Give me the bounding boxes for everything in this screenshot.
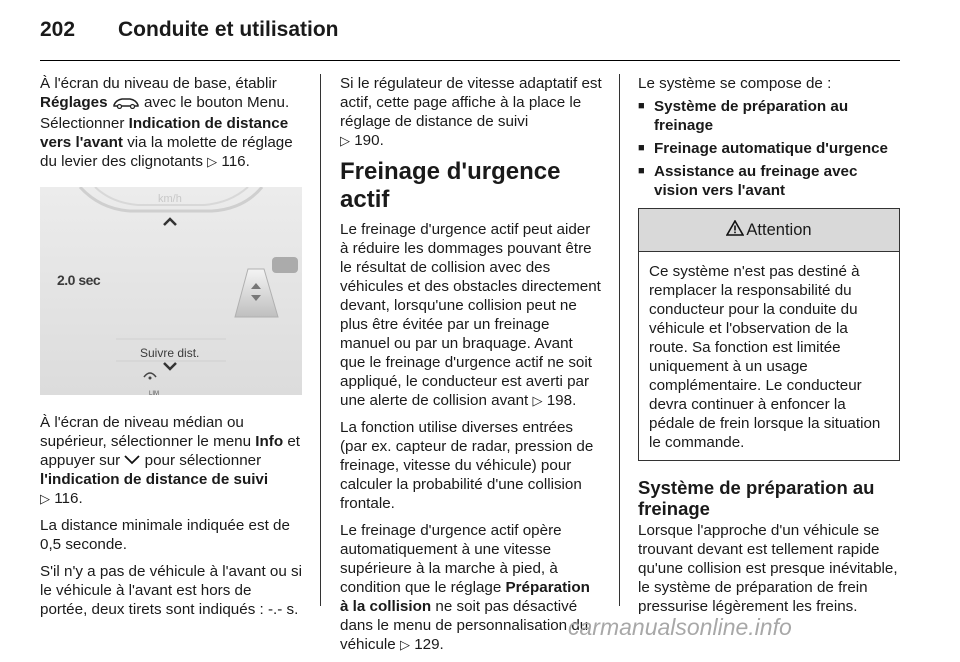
paragraph: La fonction utilise diverses entrées (par ex. capteur de radar, pression de freinage, vitesse du véhicule) pour calculer la probabilité d'une collision frontale. bbox=[340, 419, 594, 512]
page-ref: 116 bbox=[54, 490, 79, 507]
warning-body: Ce système n'est pas destiné à remplacer la responsabilité du conducteur pour la conduite du véhicule et l'observation de la route. Sa fonction est limitée uniquement à un usage complémentaire. Le conducteur devra continuer à enfoncer la pédale de frein lorsque la situation le commande. bbox=[649, 263, 881, 451]
paragraph: La distance minimale indiquée est de 0,5 seconde. bbox=[40, 517, 290, 553]
paragraph: Si le régulateur de vitesse adaptatif est actif, cette page affiche à la place le réglage de distance de suivi ▷ 190. bbox=[340, 75, 602, 149]
limiter-label: LIM bbox=[149, 391, 160, 395]
speed-unit-label: km/h bbox=[158, 193, 182, 205]
column-divider bbox=[619, 74, 620, 606]
paragraph: Le système se compose de : bbox=[638, 75, 832, 92]
follow-distance-label: Suivre dist. bbox=[140, 346, 200, 360]
page-ref-arrow-icon: ▷ bbox=[532, 393, 543, 408]
page-ref-arrow-icon: ▷ bbox=[207, 154, 218, 169]
column-3 bbox=[638, 74, 900, 624]
list-item: ■ Freinage automatique d'urgence bbox=[638, 139, 900, 158]
column-divider bbox=[320, 74, 321, 606]
page-header bbox=[40, 18, 900, 54]
menu-term: Préparation à la collision bbox=[340, 579, 590, 615]
paragraph: Lorsque l'approche d'un véhicule se trouvant devant est tellement rapide qu'une collision est presque inévitable, le système de préparation de frein pressurise légèrement les freins. bbox=[638, 522, 898, 615]
paragraph: S'il n'y a pas de véhicule à l'avant ou si le véhicule à l'avant est hors de portée, deux tirets sont indiqués : -.- s. bbox=[40, 563, 302, 618]
menu-term: l'indication de distance de suivi bbox=[40, 471, 269, 488]
page-ref: 129 bbox=[414, 636, 440, 653]
menu-term: Indication de distance vers l'avant bbox=[40, 115, 289, 151]
warning-box bbox=[638, 208, 900, 461]
menu-term: Info bbox=[255, 433, 284, 450]
paragraph: À l'écran de niveau médian ou supérieur, sélectionner le menu Info et appuyer sur pour sélectionner l'indication de distance de suivi ▷ 116. bbox=[40, 414, 301, 507]
list-item: ■ Assistance au freinage avec vision vers l'avant bbox=[638, 162, 900, 200]
page-number: 202 bbox=[40, 18, 76, 41]
menu-term: Réglages bbox=[40, 94, 108, 111]
page-ref: 116 bbox=[221, 153, 246, 170]
column-1 bbox=[40, 74, 302, 627]
header-rule bbox=[40, 60, 900, 61]
page-ref-arrow-icon: ▷ bbox=[399, 637, 410, 652]
list-item: ■ Système de préparation au freinage bbox=[638, 97, 900, 135]
paragraph: À l'écran du niveau de base, établir Réglages avec le bouton Menu. Sélectionner Indication de distance vers l'avant via la molette de réglage du levier des clignotants ▷ 116. bbox=[40, 75, 293, 170]
page-ref-arrow-icon: ▷ bbox=[340, 133, 350, 148]
warning-triangle-icon bbox=[726, 220, 744, 241]
system-list bbox=[638, 97, 900, 200]
chapter-title: Conduite et utilisation bbox=[118, 18, 339, 41]
paragraph: Le freinage d'urgence actif peut aider à réduire les dommages pouvant être le résultat de collision avec des véhicules et des obstacles directement devant, lorsqu'une collision peut ne plus être évitée par un freinage manuel ou par un braquage. Avant que le freinage d'urgence actif ne soit appliqué, le conducteur est averti par une alerte de collision avant ▷ 198. bbox=[340, 221, 601, 409]
instrument-display-image bbox=[40, 187, 302, 395]
column-2 bbox=[340, 74, 602, 662]
warning-header bbox=[639, 209, 899, 252]
car-settings-icon bbox=[112, 95, 140, 114]
paragraph: Le freinage d'urgence actif opère automatiquement à une vitesse supérieure à la marche à pied, à condition que le réglage Préparation à la collision ne soit pas désactivé dans le menu de personnalisation du véhicule ▷ 129. bbox=[340, 522, 590, 653]
watermark: carmanualsonline.info bbox=[568, 614, 792, 640]
section-heading: Freinage d'urgence actif bbox=[340, 158, 561, 213]
warning-title: Attention bbox=[746, 220, 812, 239]
chevron-down-icon bbox=[124, 451, 140, 470]
page-ref-arrow-icon: ▷ bbox=[40, 491, 50, 506]
page-ref: 198 bbox=[546, 392, 573, 409]
section-heading: Système de préparation au freinage bbox=[638, 477, 875, 519]
distance-time-value: 2.0 sec bbox=[57, 272, 101, 288]
page-ref: 190 bbox=[354, 132, 380, 149]
